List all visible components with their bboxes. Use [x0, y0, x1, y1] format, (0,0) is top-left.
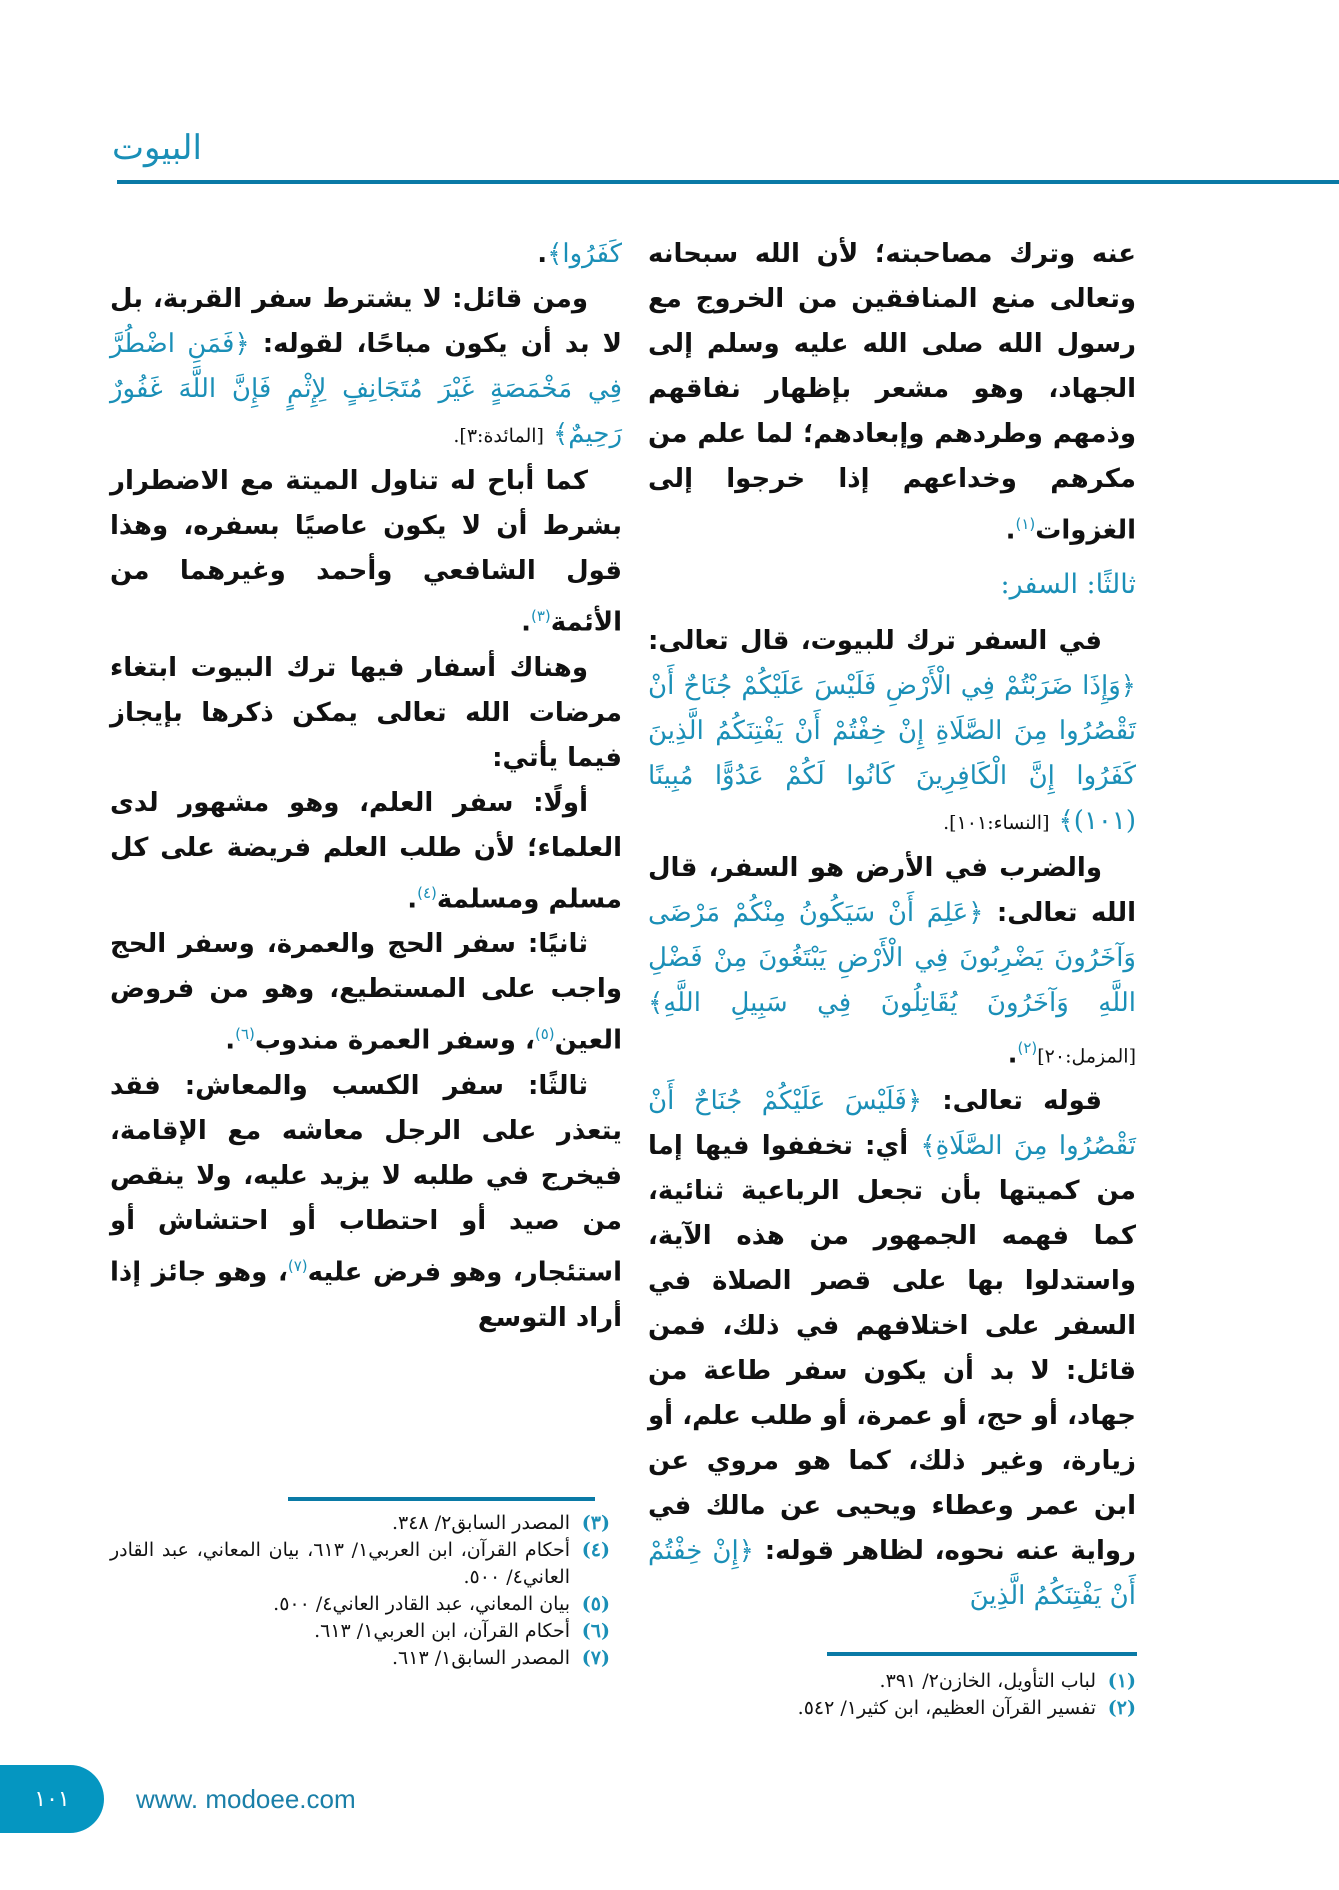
footnote-text: أحكام القرآن، ابن العربي١/ ٦١٣، بيان المعاني، عبد القادر العاني٤/ ٥٠٠. — [110, 1539, 570, 1588]
footnote-number: (٦) — [581, 1620, 610, 1642]
right-column — [648, 232, 1136, 1619]
section-heading: ثالثًا: السفر: — [1000, 568, 1136, 600]
punctuation: . — [537, 239, 548, 269]
paragraph-text: قوله تعالى: — [922, 1086, 1102, 1117]
punctuation: . — [521, 607, 531, 638]
footnote-text: بيان المعاني، عبد القادر العاني٤/ ٥٠٠. — [273, 1593, 570, 1615]
footnote-text: تفسير القرآن العظيم، ابن كثير١/ ٥٤٢. — [797, 1697, 1096, 1719]
paragraph — [110, 459, 622, 646]
punctuation: . — [1005, 515, 1016, 546]
footnote-text: المصدر السابق١/ ٦١٣. — [391, 1647, 570, 1669]
footnote-number: (٣) — [581, 1512, 610, 1534]
footnote-divider — [827, 1652, 1137, 1656]
footnote-item — [660, 1695, 1136, 1722]
paragraph — [648, 232, 1136, 554]
verse-reference: [المائدة:٣]. — [453, 425, 544, 447]
footnote-divider — [288, 1497, 595, 1501]
footnote-number: (٥) — [581, 1593, 610, 1615]
quran-verse: ﴿إِنْ خِفْتُمْ أَنْ يَفْتِنَكُمُ الَّذِينَ — [648, 1536, 1136, 1612]
paragraph — [110, 277, 622, 459]
footnotes-left — [110, 1510, 610, 1672]
verse-reference: [النساء:١٠١]. — [943, 811, 1050, 834]
paragraph-text: كما أباح له تناول الميتة مع الاضطرار بشرط أن لا يكون عاصيًا بسفره، وهذا قول الشافعي وأحمد وغيرهما من الأئمة — [110, 466, 622, 638]
punctuation: . — [407, 884, 418, 915]
footnote-item — [110, 1645, 610, 1672]
quran-verse: ﴿فَلَيْسَ عَلَيْكُمْ جُنَاحٌ أَنْ تَقْصُرُوا مِنَ الصَّلَاةِ﴾ — [648, 1086, 1136, 1162]
footnote-number: (٤) — [581, 1539, 610, 1561]
footnote-number: (٧) — [581, 1647, 610, 1669]
left-column — [110, 232, 622, 1341]
footnote-item — [110, 1591, 610, 1618]
quran-verse: كَفَرُوا﴾ — [547, 239, 622, 269]
paragraph-text: ، وهو جائز إذا أراد التوسع — [110, 1257, 622, 1333]
paragraph-text: وهناك أسفار فيها ترك البيوت ابتغاء مرضات الله تعالى يمكن ذكرها بإيجاز فيما يأتي: — [110, 652, 622, 773]
footnote-ref[interactable]: (١) — [1015, 515, 1036, 533]
paragraph-text: ، وسفر العمرة مندوب — [254, 1025, 535, 1056]
footnote-item — [110, 1537, 610, 1591]
paragraph — [648, 619, 1136, 846]
paragraph — [110, 232, 622, 277]
footnote-text: المصدر السابق٢/ ٣٤٨. — [391, 1512, 570, 1534]
header-divider — [117, 180, 1339, 184]
paragraph-text: ثانيًا: سفر الحج والعمرة، وسفر الحج واجب على المستطيع، وهو من فروض العين — [110, 929, 622, 1056]
footnote-number: (١) — [1107, 1670, 1136, 1692]
footnote-number: (٢) — [1107, 1697, 1136, 1719]
verse-reference: [المزمل:٢٠] — [1037, 1045, 1136, 1068]
paragraph — [110, 646, 622, 781]
quran-verse: ﴿وَإِذَا ضَرَبْتُمْ فِي الْأَرْضِ فَلَيْسَ عَلَيْكُمْ جُنَاحٌ أَنْ تَقْصُرُوا مِنَ الصَّلَاةِ إِنْ خِفْتُمْ أَنْ يَفْتِنَكُمُ الَّذِينَ كَفَرُوا إِنَّ الْكَافِرِينَ كَانُوا لَكُمْ عَدُوًّا مُبِينًا (١٠١)﴾ — [648, 670, 1136, 836]
paragraph — [110, 1064, 622, 1341]
punctuation: . — [225, 1025, 236, 1056]
footnote-ref[interactable]: (٥) — [534, 1025, 555, 1044]
footnote-text: لباب التأويل، الخازن٢/ ٣٩١. — [879, 1670, 1096, 1692]
paragraph-text: عنه وترك مصاحبته؛ لأن الله سبحانه وتعالى منع المنافقين من الخروج مع رسول الله صلى الله عليه وسلم إلى الجهاد، وهو مشعر بإظهار نفاقهم وذمهم وطردهم وإبعادهم؛ لما علم من مكرهم وخداعهم إذا خرجوا إلى الغزوات — [648, 239, 1136, 546]
paragraph-text: ثالثًا: سفر الكسب والمعاش: فقد يتعذر على الرجل معاشه مع الإقامة، فيخرج في طلبه لا يزيد عليه، ولا ينقص من صيد أو احتطاب أو احتشاش أو استئجار، وهو فرض عليه — [110, 1070, 622, 1288]
footnotes-right — [660, 1668, 1136, 1722]
paragraph-text: والضرب في الأرض هو السفر، قال الله تعالى: — [648, 852, 1136, 928]
punctuation: . — [1007, 1039, 1018, 1070]
footnote-item — [110, 1618, 610, 1645]
site-url-link[interactable]: www. modoee.com — [136, 1784, 356, 1814]
page-number-badge: ١٠١ — [0, 1765, 104, 1833]
paragraph-text: أولًا: سفر العلم، وهو مشهور لدى العلماء؛ لأن طلب العلم فريضة على كل مسلم ومسلمة — [110, 787, 622, 915]
footnote-item — [110, 1510, 610, 1537]
footnote-ref[interactable]: (٣) — [530, 607, 551, 625]
footnote-ref[interactable]: (٢) — [1017, 1038, 1038, 1057]
quran-verse: ﴿فَمَنِ اضْطُرَّ فِي مَخْمَصَةٍ غَيْرَ مُتَجَانِفٍ لِإِثْمٍ فَإِنَّ اللَّهَ غَفُورٌ رَحِيمٌ﴾ — [110, 329, 622, 449]
footnote-ref[interactable]: (٧) — [287, 1256, 308, 1275]
footnote-text: أحكام القرآن، ابن العربي١/ ٦١٣. — [314, 1620, 570, 1642]
footnote-item — [660, 1668, 1136, 1695]
paragraph — [648, 846, 1136, 1080]
footnote-ref[interactable]: (٤) — [417, 883, 437, 902]
footnote-ref[interactable]: (٦) — [235, 1025, 255, 1044]
paragraph-text: ومن قائل: لا يشترط سفر القربة، بل لا بد أن يكون مباحًا، لقوله: — [110, 284, 622, 359]
quran-verse: ﴿عَلِمَ أَنْ سَيَكُونُ مِنْكُمْ مَرْضَى وَآخَرُونَ يَضْرِبُونَ فِي الْأَرْضِ يَبْتَغُونَ مِنْ فَضْلِ اللَّهِ وَآخَرُونَ يُقَاتِلُونَ فِي سَبِيلِ اللَّهِ﴾ — [648, 897, 1136, 1018]
paragraph — [648, 1079, 1136, 1619]
paragraph — [110, 922, 622, 1064]
paragraph-text: أي: تخففوا فيها إما من كميتها بأن تجعل الرباعية ثنائية، كما فهمه الجمهور من هذه الآية، واستدلوا بها على قصر الصلاة في السفر على اختلافهم في ذلك، فمن قائل: لا بد أن يكون سفر طاعة من جهاد، أو حج، أو عمرة، أو طلب علم، أو زيارة، وغير ذلك، كما هو مروي عن ابن عمر وعطاء ويحيى عن مالك في رواية عنه نحوه، لظاهر قوله: — [648, 1131, 1136, 1567]
paragraph — [110, 781, 622, 923]
chapter-title: البيوت — [112, 128, 202, 168]
paragraph-text: في السفر ترك للبيوت، قال تعالى: — [648, 625, 1102, 656]
